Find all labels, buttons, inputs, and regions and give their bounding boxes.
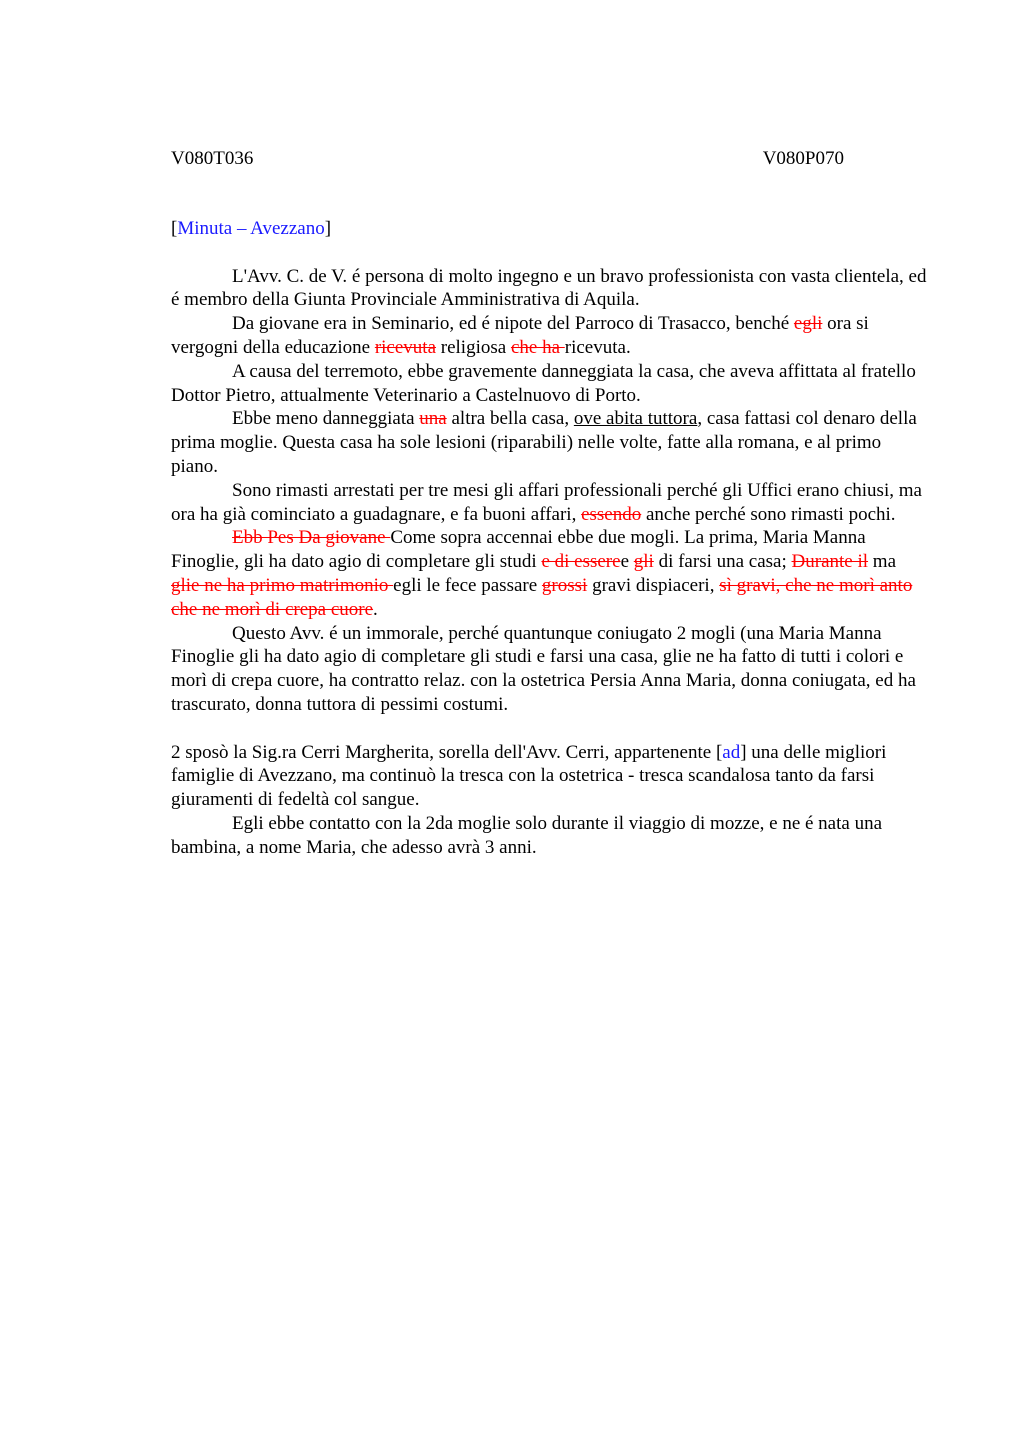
text-run: altra bella casa, xyxy=(446,408,574,430)
text-run: una delle migliori famiglie di Avezzano, ma continuò la tresca con la ostetrica - tresca scandalosa tanto da farsi giuramenti di fedeltà col sangue. xyxy=(171,741,887,811)
paragraph-3: A causa del terremoto, ebbe gravemente danneggiata la casa, che aveva affittata al fratello Dottor Pietro, attualmente Veterinario a Castelnuovo di Porto. xyxy=(171,360,916,406)
text-run: Da giovane era in Seminario, ed é nipote del Parroco di Trasacco, benché xyxy=(232,313,794,335)
heading-bracket-close: ] xyxy=(324,218,332,239)
text-run: anche perché sono rimasti pochi. xyxy=(641,503,896,525)
document-body xyxy=(171,217,927,860)
deleted-text: glie ne ha primo matrimonio xyxy=(171,574,394,596)
text-run: ora si vergogni della educazione xyxy=(171,313,869,358)
right-reference-code: V080P070 xyxy=(762,148,844,169)
paragraph-9: Egli ebbe contatto con la 2da moglie solo durante il viaggio di mozze, e ne é nata una bambina, a nome Maria, che adesso avrà 3 anni. xyxy=(171,812,883,858)
underlined-text: ove abita tuttora xyxy=(573,408,698,430)
text-run: religiosa xyxy=(436,336,511,358)
deleted-text: sì gravi, che ne morì anto che ne morì di crepa cuore xyxy=(171,574,913,620)
heading-title: Minuta – Avezzano xyxy=(177,218,325,239)
text-run: gravi dispiaceri, xyxy=(587,574,720,596)
spacer xyxy=(171,241,927,265)
deleted-text: Ebb Pes Da giovane xyxy=(232,527,391,549)
deleted-text: Durante il xyxy=(791,551,869,573)
text-run: ricevuta. xyxy=(564,336,631,358)
deleted-text: grossi xyxy=(541,574,588,596)
text-run: . xyxy=(373,598,378,620)
deleted-text: egli xyxy=(793,313,823,335)
text-run: Ebbe meno danneggiata xyxy=(232,408,420,430)
paragraph-5 xyxy=(171,479,927,527)
paragraph-4 xyxy=(171,407,927,478)
spacer xyxy=(171,717,927,741)
editorial-insertion: ad xyxy=(722,741,741,763)
text-run: Sono rimasti arrestati per tre mesi gli affari professionali perché gli Uffici erano chiusi, ma ora ha già cominciato a guadagnare, e fa buoni affari, xyxy=(171,479,922,525)
deleted-text: essendo xyxy=(581,503,642,525)
heading-line xyxy=(171,217,927,241)
deleted-text: ricevuta xyxy=(374,336,437,358)
paragraph-7: Questo Avv. é un immorale, perché quantunque coniugato 2 mogli (una Maria Manna Finoglie gli ha dato agio di completare gli studi e farsi una casa, glie ne ha fatto di tutti i colori e morì di crepa cuore, ha contratto relaz. con la ostetrica Persia Anna Maria, donna coniugata, ed ha trascurato, donna tuttora di pessimi costumi. xyxy=(171,622,916,715)
text-run: 2 sposò la Sig.ra Cerri Margherita, sorella dell'Avv. Cerri, appartenente xyxy=(171,741,716,763)
text-run: egli le fece passare xyxy=(393,574,542,596)
heading-bracket-open: [ xyxy=(171,218,178,239)
deleted-text: gli xyxy=(633,551,654,573)
paragraph-8 xyxy=(171,741,927,812)
paragraph-6 xyxy=(171,526,927,621)
editorial-bracket-close: ] xyxy=(740,741,747,763)
editorial-bracket-open: [ xyxy=(715,741,723,763)
left-reference-code: V080T036 xyxy=(171,148,254,169)
text-run: di farsi una casa; xyxy=(653,551,792,573)
deleted-text: che ha xyxy=(510,336,565,358)
deleted-text: una xyxy=(419,408,447,430)
deleted-text: e di essere xyxy=(541,551,621,573)
text-run: , casa fattasi col denaro della prima moglie. Questa casa ha sole lesioni (riparabili) nelle volte, fatte alla romana, e al primo piano. xyxy=(171,408,917,477)
paragraph-1: L'Avv. C. de V. é persona di molto ingegno e un bravo professionista con vasta clientela, ed é membro della Giunta Provinciale Amministrativa di Aquila. xyxy=(171,265,927,311)
document-header xyxy=(171,147,844,171)
text-run: Come sopra accennai ebbe due mogli. La prima, Maria Manna Finoglie, gli ha dato agio di completare gli studi xyxy=(171,527,866,573)
paragraph-2 xyxy=(171,312,927,360)
text-run: ma xyxy=(868,551,897,573)
text-run: e xyxy=(620,551,634,573)
